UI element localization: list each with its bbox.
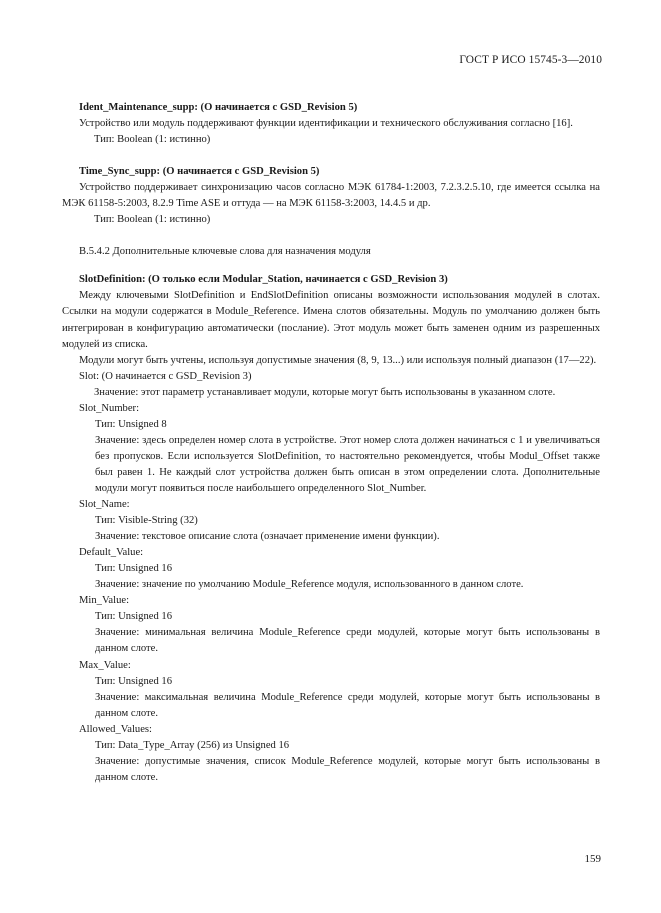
slotdef-text1: Между ключевыми SlotDefinition и EndSlotDefinition описаны возможности использования модулей в слотах. Ссылки на модули содержатся в Module_Reference. Имена слотов обязательны. Модуль по умолчанию должен быть интегрирован в конфигурацию автоматически (послание). Этот модуль может быть заменен одним из разрешенных модулей из списка. xyxy=(62,290,600,350)
default-value-label: Default_Value: xyxy=(79,547,144,559)
max-value-value: Значение: максимальная величина Module_Reference среди модулей, которые могут быть использованы в данном слоте. xyxy=(95,691,600,719)
slot-number-type: Тип: Unsigned 8 xyxy=(95,418,167,430)
page-content xyxy=(62,100,600,786)
max-value-label: Max_Value: xyxy=(79,659,131,671)
default-value-value: Значение: значение по умолчанию Module_Reference модуля, использованного в данном слоте. xyxy=(95,579,524,591)
slot-name-label: Slot_Name: xyxy=(79,499,130,511)
ident-type: Тип: Boolean (1: истинно) xyxy=(94,134,211,146)
slot-name-type: Тип: Visible-String (32) xyxy=(95,515,198,527)
ident-heading: Ident_Maintenance_supp: (О начинается с GSD_Revision 5) xyxy=(79,102,358,113)
timesync-heading: Time_Sync_supp: (О начинается с GSD_Revision 5) xyxy=(79,166,320,178)
slot-value: Значение: этот параметр устанавливает модули, которые могут быть использованы в указанном слоте. xyxy=(94,386,556,398)
slotdef-text2: Модули могут быть учтены, используя допустимые значения (8, 9, 13...) или используя полный диапазон (17—22). xyxy=(79,354,597,366)
slot-number-value: Значение: здесь определен номер слота в устройстве. Этот номер слота должен начинаться с 1 и увеличиваться без пропусков. Если используется SlotDefinition, то настоятельно рекомендуется, чтобы Modul_Offset также был равен 1. Не каждый слот устройства должен быть описан в этом определении слота. Дополнительные модули могут появиться после наибольшего определенного Slot_Number. xyxy=(95,434,600,494)
allowed-values-type: Тип: Data_Type_Array (256) из Unsigned 16 xyxy=(95,739,290,751)
allowed-values-value: Значение: допустимые значения, список Module_Reference модулей, которые могут быть использованы в данном слоте. xyxy=(95,755,600,783)
ident-text: Устройство или модуль поддерживают функции идентификации и технического обслуживания согласно [16]. xyxy=(79,118,573,130)
allowed-values-label: Allowed_Values: xyxy=(79,723,152,735)
max-value-type: Тип: Unsigned 16 xyxy=(95,675,172,687)
timesync-type: Тип: Boolean (1: истинно) xyxy=(94,214,211,226)
default-value-type: Тип: Unsigned 16 xyxy=(95,563,172,575)
slotdef-heading: SlotDefinition: (О только если Modular_Station, начинается с GSD_Revision 3) xyxy=(79,274,448,286)
min-value-label: Min_Value: xyxy=(79,595,130,607)
subsection-title: B.5.4.2 Дополнительные ключевые слова для назначения модуля xyxy=(79,246,371,258)
min-value-type: Тип: Unsigned 16 xyxy=(95,611,172,623)
slot-name-value: Значение: текстовое описание слота (означает применение имени функции). xyxy=(95,531,440,543)
slot-number-label: Slot_Number: xyxy=(79,402,140,414)
slot-label: Slot: (О начинается с GSD_Revision 3) xyxy=(79,370,252,382)
min-value-value: Значение: минимальная величина Module_Reference среди модулей, которые могут быть использованы в данном слоте. xyxy=(95,627,600,655)
standard-header: ГОСТ Р ИСО 15745-3—2010 xyxy=(459,54,602,66)
page-number: 159 xyxy=(584,853,601,865)
timesync-text: Устройство поддерживает синхронизацию часов согласно МЭК 61784-1:2003, 7.2.3.2.5.10, где имеется ссылка на МЭК 61158-5:2003, 8.2.9 Time ASE и оттуда — на МЭК 61158-3:2003, 14.4.5 и др. xyxy=(62,182,600,210)
